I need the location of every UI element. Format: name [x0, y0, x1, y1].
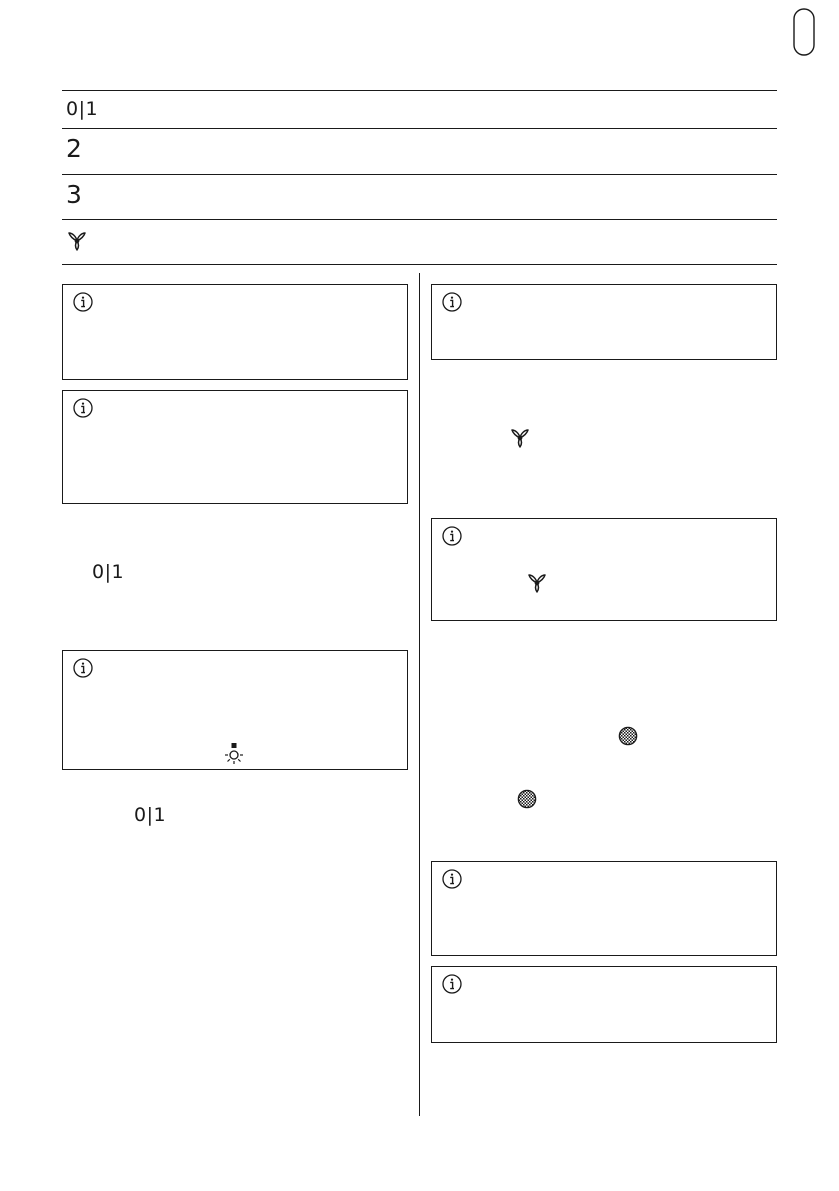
info-note-7 [431, 966, 777, 1043]
info-icon [73, 658, 93, 678]
info-icon [442, 292, 462, 312]
info-note-3 [62, 650, 408, 770]
fan-icon [509, 427, 531, 449]
grease-filter-icon [618, 726, 638, 746]
info-icon [442, 974, 462, 994]
info-icon [73, 398, 93, 418]
key-row-power [62, 90, 777, 128]
symbol-key-table [62, 90, 777, 265]
power-symbol: 0|1 [92, 561, 125, 583]
speed-3-symbol: 3 [66, 180, 82, 209]
lamp-icon [223, 742, 245, 766]
info-note-5 [431, 518, 777, 621]
key-row-speed-2 [62, 128, 777, 174]
info-note-1 [62, 284, 408, 380]
column-divider [419, 273, 420, 1116]
info-icon [442, 869, 462, 889]
power-symbol: 0|1 [66, 98, 99, 120]
key-row-fan [62, 219, 777, 265]
info-note-6 [431, 861, 777, 956]
fan-icon [526, 572, 548, 594]
key-row-speed-3 [62, 174, 777, 219]
info-note-2 [62, 390, 408, 504]
speed-2-symbol: 2 [66, 134, 82, 163]
page-corner-marker [793, 8, 815, 56]
fan-icon [66, 230, 88, 252]
info-icon [442, 526, 462, 546]
power-symbol: 0|1 [134, 804, 167, 826]
grease-filter-icon [517, 789, 537, 809]
info-icon [73, 292, 93, 312]
info-note-4 [431, 284, 777, 360]
